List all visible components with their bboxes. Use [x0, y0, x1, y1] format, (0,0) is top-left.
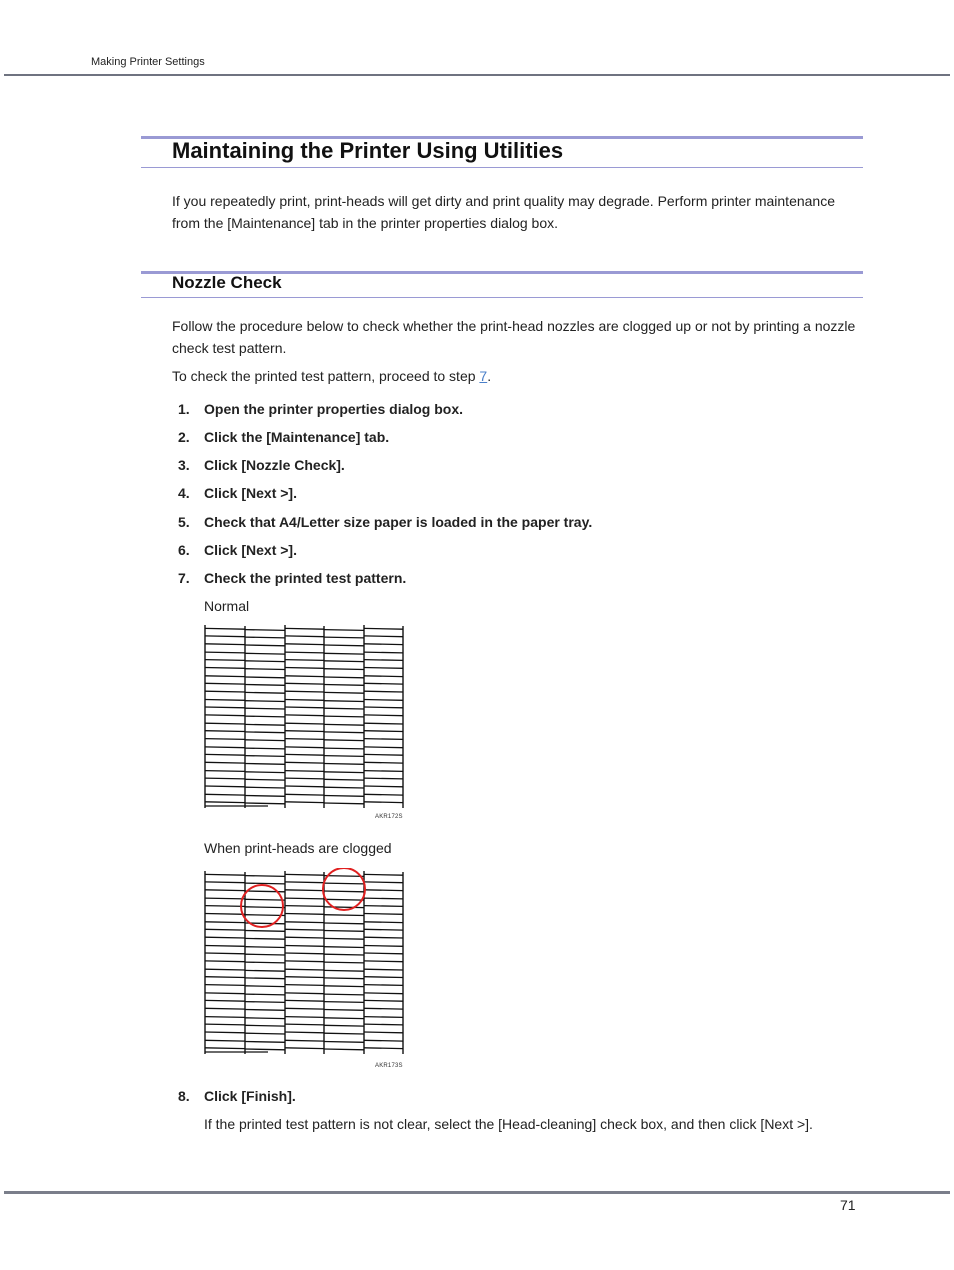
pattern-horizontal-line: [324, 669, 364, 670]
nozzle-line-1: Follow the procedure below to check whether the print-head nozzles are clogged up or not by printing a nozzle: [172, 318, 856, 334]
pattern-horizontal-line: [364, 691, 403, 692]
pattern-horizontal-line: [285, 977, 324, 978]
pattern-horizontal-line: [205, 691, 245, 692]
pattern-horizontal-line: [324, 1018, 364, 1019]
pattern-horizontal-line: [324, 724, 364, 725]
pattern-horizontal-line: [245, 803, 285, 804]
pattern-horizontal-line: [245, 708, 285, 709]
pattern-horizontal-line: [205, 874, 245, 875]
pattern-horizontal-line: [245, 677, 285, 678]
pattern-horizontal-line: [324, 1049, 364, 1050]
pattern-horizontal-line: [205, 802, 245, 803]
pattern-horizontal-line: [364, 1040, 403, 1041]
pattern-horizontal-line: [245, 883, 285, 884]
pattern-horizontal-line: [364, 1032, 403, 1033]
pattern-horizontal-line: [285, 652, 324, 653]
pattern-horizontal-line: [364, 723, 403, 724]
pattern-horizontal-line: [285, 715, 324, 716]
pattern-horizontal-line: [285, 771, 324, 772]
pattern-horizontal-line: [205, 747, 245, 748]
pattern-horizontal-line: [285, 636, 324, 637]
pattern-horizontal-line: [245, 1025, 285, 1026]
pattern-horizontal-line: [364, 882, 403, 883]
pattern-horizontal-line: [324, 637, 364, 638]
header-rule: [4, 74, 950, 76]
clogged-test-pattern: [204, 868, 414, 1068]
pattern-horizontal-line: [245, 876, 285, 877]
pattern-horizontal-line: [205, 898, 245, 899]
normal-test-pattern: [204, 622, 414, 820]
pattern-horizontal-line: [205, 929, 245, 930]
pattern-horizontal-line: [324, 756, 364, 757]
pattern-horizontal-line: [285, 929, 324, 930]
pattern-horizontal-line: [245, 947, 285, 948]
pattern-horizontal-line: [364, 937, 403, 938]
pattern-horizontal-line: [324, 883, 364, 884]
step-7-link[interactable]: 7: [479, 368, 488, 384]
pattern-horizontal-line: [324, 732, 364, 733]
pattern-horizontal-line: [205, 668, 245, 669]
pattern-horizontal-line: [324, 986, 364, 987]
pattern-horizontal-line: [205, 786, 245, 787]
pattern-horizontal-line: [245, 962, 285, 963]
pattern-horizontal-line: [285, 731, 324, 732]
page-number: 71: [840, 1197, 856, 1213]
step-1: 1. Open the printer properties dialog box.: [178, 401, 464, 417]
pattern-horizontal-line: [285, 676, 324, 677]
step-8: 8. Click [Finish].: [178, 1088, 296, 1104]
pattern-horizontal-line: [285, 723, 324, 724]
pattern-horizontal-line: [364, 715, 403, 716]
pattern-horizontal-line: [245, 891, 285, 892]
pattern-horizontal-line: [245, 779, 285, 780]
pattern-horizontal-line: [205, 1024, 245, 1025]
pattern-horizontal-line: [364, 707, 403, 708]
pattern-horizontal-line: [364, 739, 403, 740]
pattern-horizontal-line: [205, 890, 245, 891]
pattern-horizontal-line: [245, 970, 285, 971]
pattern-horizontal-line: [324, 954, 364, 955]
pattern-horizontal-line: [245, 915, 285, 916]
pattern-horizontal-line: [324, 1025, 364, 1026]
pattern-horizontal-line: [245, 661, 285, 662]
pattern-horizontal-line: [364, 676, 403, 677]
pattern-horizontal-line: [364, 1048, 403, 1049]
pattern-horizontal-line: [205, 778, 245, 779]
pattern-horizontal-line: [245, 645, 285, 646]
pattern-horizontal-line: [245, 701, 285, 702]
pattern-horizontal-line: [324, 891, 364, 892]
pattern-horizontal-line: [205, 754, 245, 755]
pattern-horizontal-line: [364, 922, 403, 923]
pattern-horizontal-line: [285, 683, 324, 684]
step-reference-prefix: To check the printed test pattern, proceed to step: [172, 368, 480, 384]
pattern-horizontal-line: [205, 1048, 245, 1049]
pattern-horizontal-line: [285, 754, 324, 755]
pattern-horizontal-line: [324, 978, 364, 979]
pattern-horizontal-line: [205, 739, 245, 740]
pattern-horizontal-line: [245, 899, 285, 900]
pattern-horizontal-line: [364, 993, 403, 994]
pattern-horizontal-line: [245, 986, 285, 987]
pattern-horizontal-line: [245, 1042, 285, 1043]
pattern-horizontal-line: [205, 906, 245, 907]
step-reference: [172, 365, 862, 387]
pattern-horizontal-line: [324, 962, 364, 963]
nozzle-line-2: check test pattern.: [172, 340, 287, 356]
pattern-horizontal-line: [364, 1000, 403, 1001]
pattern-horizontal-line: [245, 653, 285, 654]
pattern-horizontal-line: [324, 661, 364, 662]
pattern-horizontal-line: [245, 630, 285, 631]
pattern-horizontal-line: [245, 740, 285, 741]
pattern-horizontal-line: [324, 653, 364, 654]
pattern-horizontal-line: [205, 937, 245, 938]
pattern-horizontal-line: [324, 764, 364, 765]
pattern-horizontal-line: [364, 786, 403, 787]
pattern-horizontal-line: [285, 953, 324, 954]
pattern-horizontal-line: [245, 796, 285, 797]
pattern-horizontal-line: [285, 739, 324, 740]
pattern-horizontal-line: [364, 668, 403, 669]
pattern-horizontal-line: [285, 1008, 324, 1009]
pattern-horizontal-line: [364, 652, 403, 653]
pattern-horizontal-line: [205, 985, 245, 986]
pattern-horizontal-line: [245, 787, 285, 788]
pattern-horizontal-line: [364, 794, 403, 795]
pattern-horizontal-line: [285, 946, 324, 947]
step-7: 7. Check the printed test pattern.: [178, 570, 407, 586]
pattern-horizontal-line: [324, 779, 364, 780]
step-2: 2. Click the [Maintenance] tab.: [178, 429, 390, 445]
pattern-horizontal-line: [205, 969, 245, 970]
pattern-horizontal-line: [205, 707, 245, 708]
pattern-horizontal-line: [285, 747, 324, 748]
pattern-horizontal-line: [364, 644, 403, 645]
pattern-horizontal-line: [245, 994, 285, 995]
pattern-horizontal-line: [205, 636, 245, 637]
pattern-horizontal-line: [205, 882, 245, 883]
pattern-horizontal-line: [285, 937, 324, 938]
pattern-horizontal-line: [245, 907, 285, 908]
normal-figure-code: AKR172S: [375, 814, 403, 820]
normal-pattern-caption: Normal: [204, 598, 250, 614]
pattern-horizontal-line: [285, 961, 324, 962]
pattern-horizontal-line: [205, 953, 245, 954]
pattern-horizontal-line: [245, 692, 285, 693]
pattern-horizontal-line: [245, 938, 285, 939]
pattern-horizontal-line: [364, 802, 403, 803]
pattern-horizontal-line: [245, 1010, 285, 1011]
pattern-horizontal-line: [245, 954, 285, 955]
step-6: 6. Click [Next >].: [178, 542, 297, 558]
pattern-horizontal-line: [364, 953, 403, 954]
pattern-horizontal-line: [205, 922, 245, 923]
running-header: Making Printer Settings: [91, 56, 205, 68]
pattern-horizontal-line: [285, 874, 324, 875]
pattern-horizontal-line: [205, 644, 245, 645]
pattern-horizontal-line: [285, 794, 324, 795]
clogged-figure-code: AKR173S: [375, 1063, 403, 1069]
pattern-horizontal-line: [205, 1040, 245, 1041]
pattern-horizontal-line: [324, 796, 364, 797]
clogged-nozzle-highlight-circle: [323, 868, 365, 910]
step-4: 4. Click [Next >].: [178, 485, 297, 501]
subsection-title: Nozzle Check: [172, 273, 282, 292]
pattern-horizontal-line: [324, 677, 364, 678]
pattern-horizontal-line: [285, 922, 324, 923]
pattern-horizontal-line: [364, 1024, 403, 1025]
pattern-horizontal-line: [205, 715, 245, 716]
pattern-horizontal-line: [205, 628, 245, 629]
pattern-horizontal-line: [285, 993, 324, 994]
pattern-horizontal-line: [285, 628, 324, 629]
pattern-horizontal-line: [364, 731, 403, 732]
pattern-horizontal-line: [364, 700, 403, 701]
pattern-horizontal-line: [364, 890, 403, 891]
pattern-horizontal-line: [245, 756, 285, 757]
pattern-horizontal-line: [364, 778, 403, 779]
pattern-horizontal-line: [285, 1017, 324, 1018]
pattern-horizontal-line: [245, 1049, 285, 1050]
pattern-horizontal-line: [245, 978, 285, 979]
pattern-horizontal-line: [324, 645, 364, 646]
pattern-horizontal-line: [324, 876, 364, 877]
pattern-horizontal-line: [205, 1000, 245, 1001]
final-note: If the printed test pattern is not clear, select the [Head-cleaning] check box, and then click [Next >].: [204, 1116, 813, 1132]
pattern-horizontal-line: [324, 708, 364, 709]
intro-paragraph: [172, 190, 862, 234]
pattern-horizontal-line: [205, 1017, 245, 1018]
section-title: Maintaining the Printer Using Utilities: [172, 138, 564, 163]
pattern-horizontal-line: [324, 803, 364, 804]
pattern-horizontal-line: [324, 915, 364, 916]
intro-line-1: If you repeatedly print, print-heads will get dirty and print quality may degrade. Perform printer maintenance: [172, 193, 836, 209]
pattern-horizontal-line: [364, 946, 403, 947]
nozzle-paragraph: [172, 315, 862, 359]
pattern-horizontal-line: [364, 636, 403, 637]
pattern-horizontal-line: [285, 898, 324, 899]
clogged-pattern-caption: When print-heads are clogged: [204, 840, 392, 856]
pattern-horizontal-line: [364, 628, 403, 629]
pattern-horizontal-line: [205, 977, 245, 978]
pattern-horizontal-line: [364, 914, 403, 915]
pattern-horizontal-line: [205, 771, 245, 772]
step-5: 5. Check that A4/Letter size paper is loaded in the paper tray.: [178, 514, 593, 530]
pattern-horizontal-line: [364, 929, 403, 930]
pattern-horizontal-line: [285, 1024, 324, 1025]
pattern-horizontal-line: [205, 914, 245, 915]
pattern-horizontal-line: [364, 771, 403, 772]
pattern-horizontal-line: [245, 1033, 285, 1034]
pattern-horizontal-line: [364, 1008, 403, 1009]
pattern-horizontal-line: [205, 1032, 245, 1033]
pattern-horizontal-line: [245, 732, 285, 733]
pattern-horizontal-line: [364, 762, 403, 763]
pattern-horizontal-line: [285, 1040, 324, 1041]
pattern-horizontal-line: [285, 1048, 324, 1049]
pattern-horizontal-line: [205, 731, 245, 732]
pattern-horizontal-line: [324, 947, 364, 948]
pattern-horizontal-line: [364, 683, 403, 684]
pattern-horizontal-line: [285, 914, 324, 915]
pattern-horizontal-line: [205, 1008, 245, 1009]
pattern-horizontal-line: [205, 660, 245, 661]
pattern-horizontal-line: [285, 700, 324, 701]
pattern-horizontal-line: [205, 961, 245, 962]
pattern-horizontal-line: [364, 969, 403, 970]
pattern-horizontal-line: [285, 906, 324, 907]
pattern-horizontal-line: [324, 923, 364, 924]
pattern-horizontal-line: [285, 802, 324, 803]
pattern-horizontal-line: [285, 691, 324, 692]
pattern-horizontal-line: [324, 772, 364, 773]
pattern-horizontal-line: [324, 1033, 364, 1034]
pattern-horizontal-line: [324, 938, 364, 939]
pattern-horizontal-line: [324, 970, 364, 971]
intro-line-2: from the [Maintenance] tab in the printer properties dialog box.: [172, 215, 558, 231]
pattern-horizontal-line: [364, 660, 403, 661]
pattern-horizontal-line: [285, 1000, 324, 1001]
pattern-horizontal-line: [205, 762, 245, 763]
pattern-horizontal-line: [245, 724, 285, 725]
pattern-horizontal-line: [364, 985, 403, 986]
pattern-horizontal-line: [245, 764, 285, 765]
step-reference-suffix: .: [487, 368, 492, 384]
pattern-horizontal-line: [324, 701, 364, 702]
pattern-horizontal-line: [364, 961, 403, 962]
pattern-horizontal-line: [285, 644, 324, 645]
pattern-horizontal-line: [285, 660, 324, 661]
pattern-horizontal-line: [324, 899, 364, 900]
pattern-horizontal-line: [324, 685, 364, 686]
pattern-horizontal-line: [285, 1032, 324, 1033]
pattern-horizontal-line: [324, 907, 364, 908]
pattern-horizontal-line: [245, 685, 285, 686]
pattern-horizontal-line: [245, 1002, 285, 1003]
pattern-horizontal-line: [364, 747, 403, 748]
pattern-horizontal-line: [324, 994, 364, 995]
pattern-horizontal-line: [285, 882, 324, 883]
pattern-horizontal-line: [285, 778, 324, 779]
pattern-horizontal-line: [245, 1018, 285, 1019]
pattern-horizontal-line: [285, 668, 324, 669]
pattern-horizontal-line: [245, 669, 285, 670]
pattern-horizontal-line: [324, 931, 364, 932]
pattern-horizontal-line: [364, 906, 403, 907]
pattern-horizontal-line: [364, 874, 403, 875]
pattern-horizontal-line: [324, 1002, 364, 1003]
pattern-horizontal-line: [364, 977, 403, 978]
step-3: 3. Click [Nozzle Check].: [178, 457, 345, 473]
pattern-horizontal-line: [364, 754, 403, 755]
pattern-horizontal-line: [324, 630, 364, 631]
pattern-horizontal-line: [205, 993, 245, 994]
pattern-horizontal-line: [245, 931, 285, 932]
pattern-horizontal-line: [205, 676, 245, 677]
pattern-horizontal-line: [324, 740, 364, 741]
pattern-horizontal-line: [285, 890, 324, 891]
pattern-horizontal-line: [285, 762, 324, 763]
pattern-horizontal-line: [285, 707, 324, 708]
pattern-horizontal-line: [324, 692, 364, 693]
pattern-horizontal-line: [245, 716, 285, 717]
pattern-horizontal-line: [205, 652, 245, 653]
pattern-horizontal-line: [245, 772, 285, 773]
pattern-horizontal-line: [324, 716, 364, 717]
pattern-horizontal-line: [205, 946, 245, 947]
pattern-horizontal-line: [324, 787, 364, 788]
pattern-horizontal-line: [324, 748, 364, 749]
pattern-horizontal-line: [324, 1010, 364, 1011]
pattern-horizontal-line: [245, 637, 285, 638]
pattern-horizontal-line: [205, 700, 245, 701]
pattern-horizontal-line: [324, 1042, 364, 1043]
pattern-horizontal-line: [285, 786, 324, 787]
pattern-horizontal-line: [205, 683, 245, 684]
pattern-horizontal-line: [364, 1017, 403, 1018]
pattern-horizontal-line: [364, 898, 403, 899]
pattern-horizontal-line: [285, 969, 324, 970]
pattern-horizontal-line: [205, 723, 245, 724]
pattern-horizontal-line: [245, 748, 285, 749]
footer-rule: [4, 1191, 950, 1194]
pattern-horizontal-line: [205, 794, 245, 795]
pattern-horizontal-line: [285, 985, 324, 986]
